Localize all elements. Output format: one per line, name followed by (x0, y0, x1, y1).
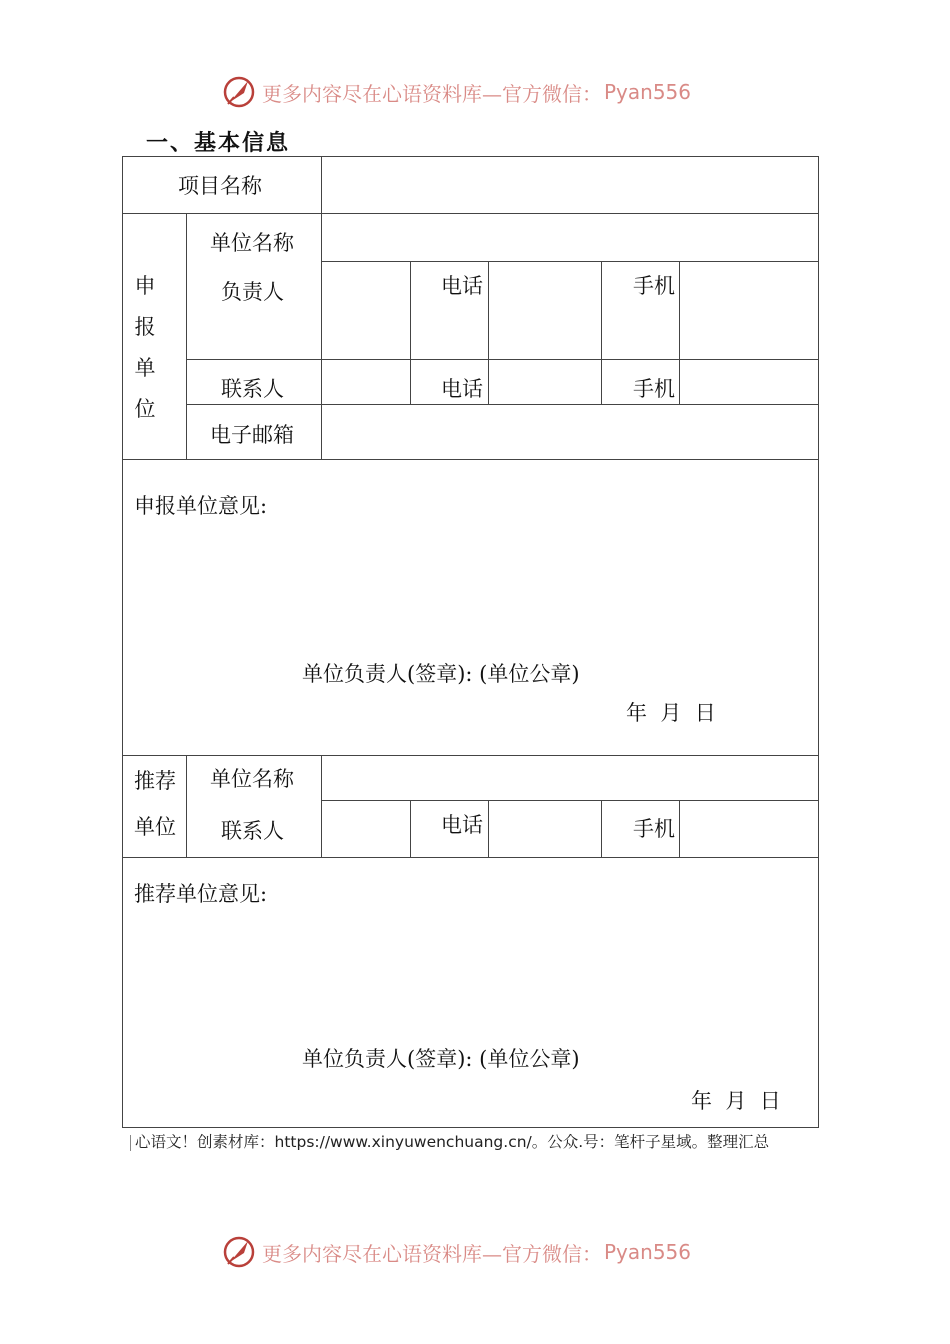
principal-phone-label: 电话 (441, 274, 483, 298)
principal-label: 负责人 (221, 280, 284, 304)
watermark-wechat: Pyan556 (604, 80, 692, 104)
watermark-top (222, 72, 691, 112)
watermark-text: 更多内容尽在心语资料库—官方微信： (262, 1241, 602, 1266)
recommender-signature: 单位负责人(签章): (单位公章) (302, 1047, 580, 1071)
contact-mobile-label: 手机 (633, 377, 675, 401)
footer-bar (130, 1135, 131, 1151)
recommender-contact-label: 联系人 (221, 819, 284, 843)
applicant-date: 年 月 日 (626, 701, 716, 725)
quill-logo-icon (222, 1235, 256, 1269)
watermark-wechat: Pyan556 (604, 1240, 692, 1264)
recommender-group-label-1: 推荐 (134, 769, 176, 793)
applicant-opinion-title: 申报单位意见: (134, 494, 268, 518)
recommender-date: 年 月 日 (691, 1089, 781, 1113)
footer-note (130, 1130, 769, 1152)
applicant-signature: 单位负责人(签章): (单位公章) (302, 662, 580, 686)
section-title: 一、基本信息 (146, 131, 291, 156)
footer-note-text: 心语文！创素材库：https://www.xinyuwenchuang.cn/。公众.号：笔杆子星域。整理汇总 (135, 1133, 770, 1151)
recommender-phone-label: 电话 (441, 813, 483, 837)
watermark-text: 更多内容尽在心语资料库—官方微信： (262, 81, 602, 106)
email-label: 电子邮箱 (210, 423, 294, 447)
principal-mobile-label: 手机 (633, 274, 675, 298)
unit-name-label: 单位名称 (210, 231, 294, 255)
recommender-opinion-title: 推荐单位意见: (134, 882, 268, 906)
watermark-bottom (222, 1232, 691, 1272)
recommender-mobile-label: 手机 (633, 817, 675, 841)
recommender-group-label-2: 单位 (134, 815, 176, 839)
quill-logo-icon (222, 75, 256, 109)
applicant-group-label: 申 报 单 位 (134, 274, 156, 421)
project-name-label: 项目名称 (178, 174, 262, 198)
contact-phone-label: 电话 (441, 377, 483, 401)
contact-label: 联系人 (221, 377, 284, 401)
recommender-unit-name-label: 单位名称 (210, 767, 294, 791)
